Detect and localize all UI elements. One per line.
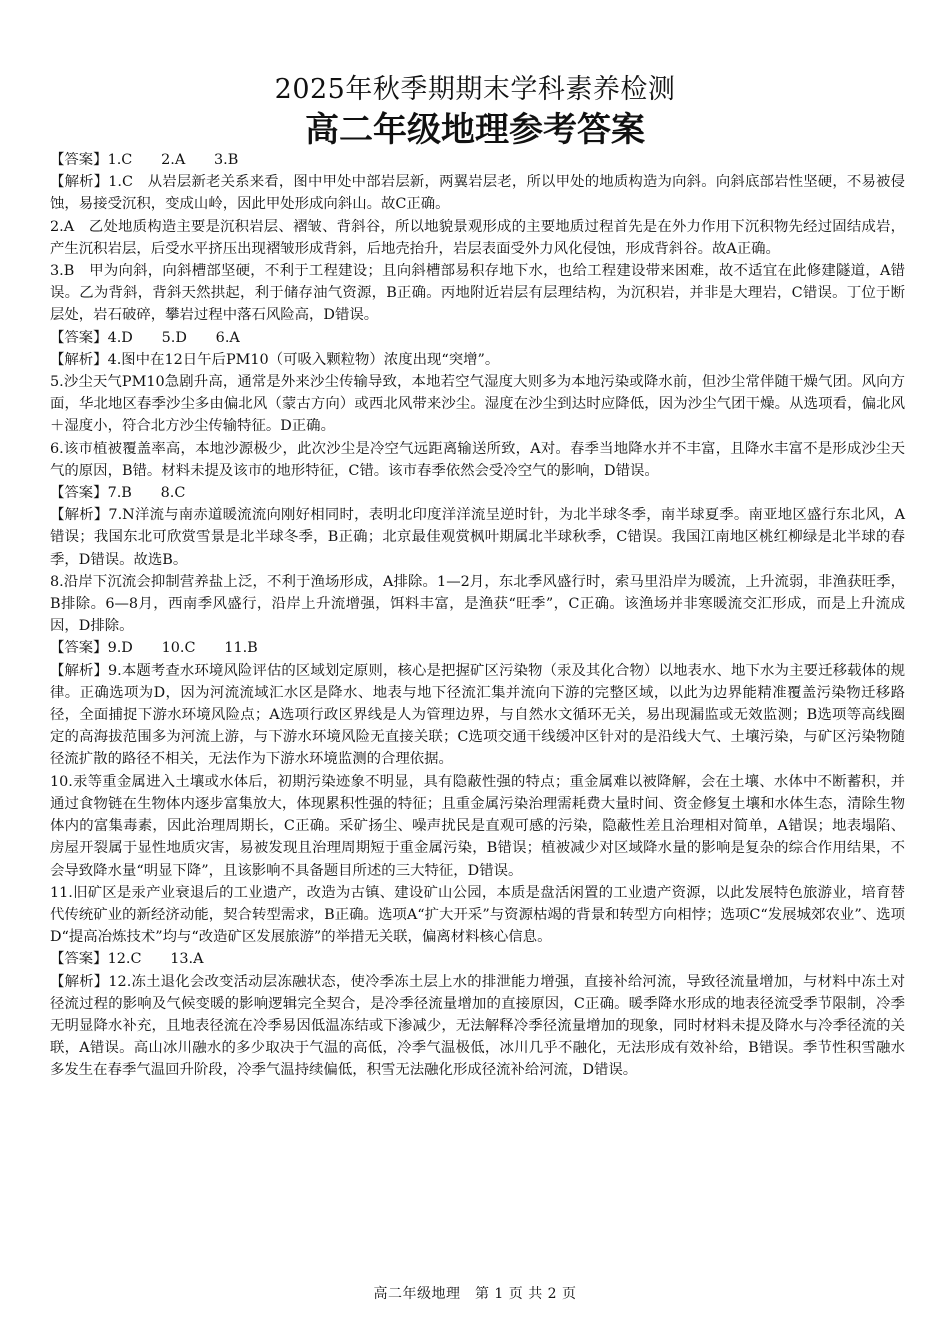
answer-line: 【答案】12.C 13.A [50,951,204,968]
analysis-paragraph: 2.A 乙处地质构造主要是沉积岩层、褶皱、背斜谷，所以地貌景观形成的主要地质过程首先是在外力作用下沉积物先经过固结成岩，产生沉积岩层，后受水平挤压出现褶皱形成背斜，后地壳抬升，岩层表面受外力风化侵蚀，形成背斜谷。故A正确。 [50,218,905,257]
analysis-paragraph: 6.该市植被覆盖率高，本地沙源极少，此次沙尘是冷空气远距离输送所致，A对。春季当地降水并不丰富，且降水丰富不是形成沙尘天气的原因，B错。材料未提及该市的地形特征，C错。该市春季依然会受冷空气的影响，D错误。 [50,440,905,479]
analysis-paragraph: 5.沙尘天气PM10急剧升高，通常是外来沙尘传输导致，本地若空气湿度大则多为本地污染或降水前，但沙尘常伴随干燥气团。风向方面，华北地区春季沙尘多由偏北风（蒙古方向）或西北风带来沙尘。湿度在沙尘到达时应降低，因为沙尘气团干燥。从选项看，偏北风＋湿度小，符合北方沙尘传输特征。D正确。 [50,374,905,435]
analysis-paragraph: 10.汞等重金属进入土壤或水体后，初期污染迹象不明显，具有隐蔽性强的特点；重金属难以被降解，会在土壤、水体中不断蓄积，并通过食物链在生物体内逐步富集放大，体现累积性强的特征；且重金属污染治理需耗费大量时间、资金修复土壤和水体生态，清除生物体内的富集毒素，因此治理周期长，C正确。采矿扬尘、噪声扰民是直观可感的污染，隐蔽性差且治理相对简单，A错误；地表塌陷、房屋开裂属于显性地质灾害，易被发现且治理周期短于重金属污染，B错误；植被减少对区域降水量的影响是复杂的综合作用结果，不会导致降水量“明显下降”，且该影响不具备题目所述的三大特征，D错误。 [50,773,905,879]
analysis-paragraph: 8.沿岸下沉流会抑制营养盐上泛，不利于渔场形成，A排除。1—2月，东北季风盛行时，索马里沿岸为暖流，上升流弱，非渔获旺季，B排除。6—8月，西南季风盛行，沿岸上升流增强，饵料丰富，是渔获“旺季”，C正确。该渔场并非寒暖流交汇形成，而是上升流成因，D排除。 [50,573,905,635]
document-title: 高二年级地理参考答案 [305,110,645,150]
answer-content [50,149,905,1082]
exam-title: 2025年秋季期期末学科素养检测 [274,74,676,105]
page-footer: 高二年级地理 第 1 页 共 2 页 [373,1286,577,1302]
answer-line: 【答案】9.D 10.C 11.B [50,640,258,657]
answer-line: 【答案】4.D 5.D 6.A [50,329,240,346]
analysis-paragraph: 【解析】7.N洋流与南赤道暖流流向刚好相同时，表明北印度洋洋流呈逆时针，为北半球冬季，南半球夏季。南亚地区盛行东北风，A错误；我国东北可欣赏雪景是北半球冬季，B正确；北京最佳观赏枫叶期属北半球秋季，C错误。我国江南地区桃红柳绿是北半球的春季，D错误。故选B。 [50,507,905,568]
analysis-paragraph: 【解析】1.C 从岩层新老关系来看，图中甲处中部岩层新，两翼岩层老，所以甲处的地质构造为向斜。向斜底部岩性坚硬，不易被侵蚀，易接受沉积，变成山岭，因此甲处形成向斜山。故C正确。 [50,174,905,213]
answer-line: 【答案】7.B 8.C [50,485,186,502]
answer-line: 【答案】1.C 2.A 3.B [50,152,239,168]
analysis-paragraph: 11.旧矿区是汞产业衰退后的工业遗产，改造为古镇、建设矿山公园，本质是盘活闲置的工业遗产资源，以此发展特色旅游业，培育替代传统矿业的新经济动能，契合转型需求，B正确。选项A“扩大开采”与资源枯竭的背景和转型方向相悖；选项C“发展城郊农业”、选项D“提高冶炼技术”均与“改造矿区发展旅游”的举措无关联，偏离材料核心信息。 [50,884,905,946]
analysis-paragraph: 【解析】4.图中在12日午后PM10（可吸入颗粒物）浓度出现“突增”。 [50,351,500,368]
analysis-paragraph: 【解析】9.本题考查水环境风险评估的区域划定原则，核心是把握矿区污染物（汞及其化合物）以地表水、地下水为主要迁移载体的规律。正确选项为D，因为河流流域汇水区是降水、地表与地下径流汇集并流向下游的完整区域，以此为边界能精准覆盖污染物迁移路径，全面捕捉下游水环境风险点；A选项行政区界线是人为管理边界，与自然水文循环无关，易出现漏监或无效监测；B选项等高线圈定的高海拔范围多为河流上游，与下游水环境风险无直接关联；C选项交通干线缓冲区针对的是沿线大气、土壤污染，与矿区污染物随径流扩散的路径不相关，无法作为下游水环境监测的合理依据。 [50,662,905,768]
analysis-paragraph: 3.B 甲为向斜，向斜槽部坚硬，不利于工程建设；且向斜槽部易积存地下水，也给工程建设带来困难，故不适宜在此修建隧道，A错误。乙为背斜，背斜天然拱起，利于储存油气资源，B正确。丙地附近岩层有层理结构，为沉积岩，并非是大理岩，C错误。丁位于断层处，岩石破碎，攀岩过程中落石风险高，D错误。 [50,263,905,324]
analysis-paragraph: 【解析】12.冻土退化会改变活动层冻融状态，使冷季冻土层上水的排泄能力增强，直接补给河流，导致径流量增加，与材料中冻土对径流过程的影响及气候变暖的影响逻辑完全契合，是冷季径流量增加的直接原因，C正确。暖季降水形成的地表径流受季节限制，冷季无明显降水补充，且地表径流在冷季易因低温冻结或下渗减少，无法解释冷季径流量增加的现象，同时材料未提及降水与冷季径流的关联，A错误。高山冰川融水的多少取决于气温的高低，冷季气温极低，冰川几乎不融化，无法形成有效补给，B错误。季节性积雪融水多发生在春季气温回升阶段，冷季气温持续偏低，积雪无法融化形成径流补给河流，D错误。 [50,973,905,1079]
